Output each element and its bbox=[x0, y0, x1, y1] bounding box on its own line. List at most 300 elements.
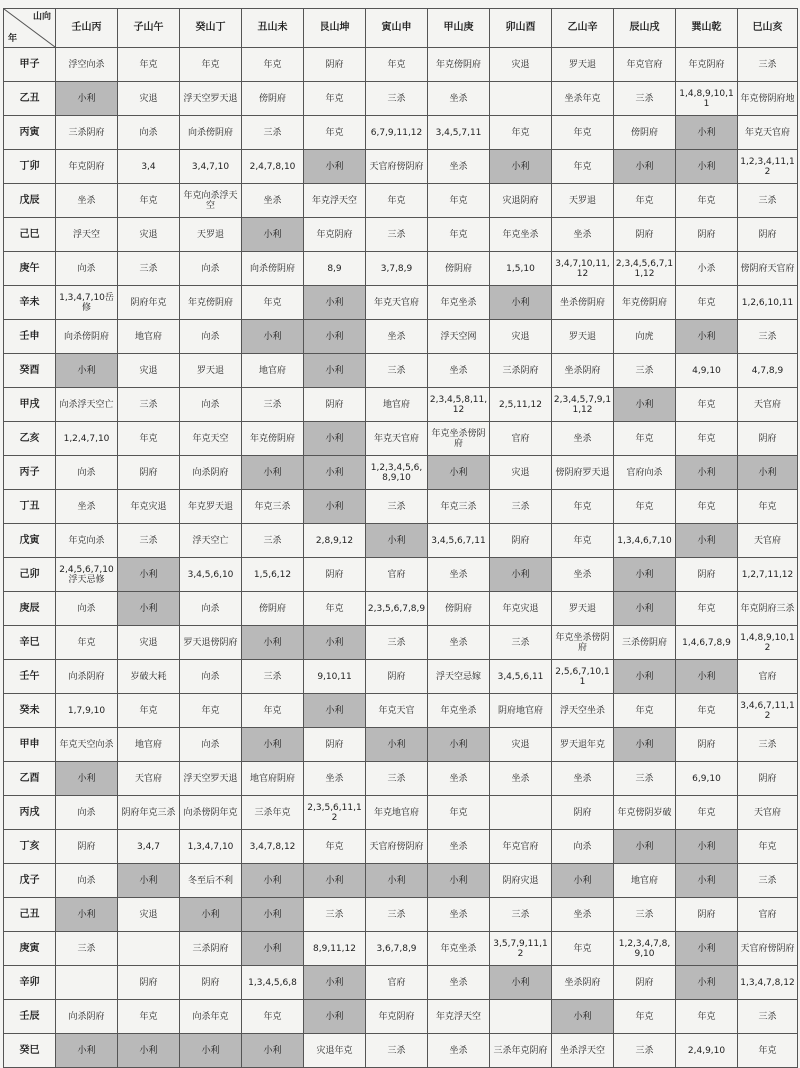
table-cell: 小利 bbox=[242, 898, 304, 932]
table-cell: 天官府 bbox=[118, 762, 180, 796]
table-cell: 傍阴府 bbox=[242, 82, 304, 116]
table-row bbox=[4, 830, 798, 864]
table-cell: 年克 bbox=[676, 796, 738, 830]
table-cell: 小利 bbox=[304, 320, 366, 354]
table-cell: 年克 bbox=[676, 490, 738, 524]
table-cell: 小利 bbox=[304, 354, 366, 388]
table-cell: 年克 bbox=[428, 218, 490, 252]
table-cell: 三杀 bbox=[118, 252, 180, 286]
table-cell: 浮天空忌嫁 bbox=[428, 660, 490, 694]
table-cell: 坐杀 bbox=[428, 150, 490, 184]
table-cell: 1,3,4,7,10岳修 bbox=[56, 286, 118, 320]
table-cell: 阴府年克 bbox=[118, 286, 180, 320]
table-cell: 阴府 bbox=[738, 762, 798, 796]
table-cell: 2,5,11,12 bbox=[490, 388, 552, 422]
table-cell: 灾退 bbox=[490, 48, 552, 82]
table-cell: 向杀 bbox=[180, 728, 242, 762]
row-year-label: 己巳 bbox=[4, 218, 56, 252]
table-row bbox=[4, 456, 798, 490]
table-cell bbox=[490, 82, 552, 116]
table-cell: 年克灾退 bbox=[118, 490, 180, 524]
table-cell: 罗天退 bbox=[552, 320, 614, 354]
table-cell: 年克坐杀 bbox=[428, 286, 490, 320]
table-cell: 官府向杀 bbox=[614, 456, 676, 490]
table-cell: 年克 bbox=[242, 694, 304, 728]
table-cell: 阴府 bbox=[366, 660, 428, 694]
table-cell: 阴府 bbox=[118, 456, 180, 490]
table-cell: 坐杀 bbox=[428, 762, 490, 796]
table-row bbox=[4, 82, 798, 116]
table-cell: 坐杀 bbox=[552, 422, 614, 456]
table-cell: 年克 bbox=[56, 626, 118, 660]
table-cell: 3,4,7,8,12 bbox=[242, 830, 304, 864]
row-year-label: 辛未 bbox=[4, 286, 56, 320]
table-cell: 向虎 bbox=[614, 320, 676, 354]
mountain-direction-year-table bbox=[3, 8, 798, 1068]
table-cell: 年克傍阴府地 bbox=[738, 82, 798, 116]
row-year-label: 乙酉 bbox=[4, 762, 56, 796]
table-cell: 坐杀 bbox=[552, 898, 614, 932]
table-cell: 小利 bbox=[242, 626, 304, 660]
table-cell: 坐杀 bbox=[552, 218, 614, 252]
table-cell: 年克天官 bbox=[366, 694, 428, 728]
table-cell: 坐杀傍阴府 bbox=[552, 286, 614, 320]
table-cell: 年克 bbox=[676, 1000, 738, 1034]
table-cell: 罗天退 bbox=[180, 354, 242, 388]
table-cell: 坐杀 bbox=[428, 898, 490, 932]
table-cell: 阴府 bbox=[738, 218, 798, 252]
table-cell: 向杀 bbox=[180, 320, 242, 354]
table-cell: 三杀 bbox=[56, 932, 118, 966]
table-cell: 向杀 bbox=[552, 830, 614, 864]
column-header: 艮山坤 bbox=[304, 9, 366, 48]
table-cell: 年克坐杀傍阴府 bbox=[552, 626, 614, 660]
table-cell: 向杀 bbox=[180, 592, 242, 626]
table-cell: 1,5,6,12 bbox=[242, 558, 304, 592]
table-cell: 年克阴府三杀 bbox=[738, 592, 798, 626]
table-row bbox=[4, 898, 798, 932]
table-cell: 年克 bbox=[242, 286, 304, 320]
table-cell: 3,4,7,10,11,12 bbox=[552, 252, 614, 286]
table-cell: 三杀 bbox=[738, 184, 798, 218]
table-cell: 地官府 bbox=[118, 320, 180, 354]
table-cell: 灾退 bbox=[490, 728, 552, 762]
table-cell: 三杀 bbox=[614, 762, 676, 796]
table-cell: 小利 bbox=[56, 82, 118, 116]
table-cell: 阴府地官府 bbox=[490, 694, 552, 728]
table-cell: 年克 bbox=[242, 48, 304, 82]
table-cell: 罗天退 bbox=[552, 48, 614, 82]
table-cell: 向杀傍阴年克 bbox=[180, 796, 242, 830]
table-cell: 年克傍阴府 bbox=[428, 48, 490, 82]
table-cell: 三杀 bbox=[490, 490, 552, 524]
table-cell: 年克天官府 bbox=[738, 116, 798, 150]
row-year-label: 己丑 bbox=[4, 898, 56, 932]
table-row bbox=[4, 252, 798, 286]
table-cell: 1,2,3,4,11,12 bbox=[738, 150, 798, 184]
table-cell: 小利 bbox=[118, 592, 180, 626]
table-cell: 官府 bbox=[738, 660, 798, 694]
table-cell: 小利 bbox=[490, 558, 552, 592]
table-cell: 坐杀 bbox=[304, 762, 366, 796]
table-cell: 小利 bbox=[366, 864, 428, 898]
table-cell: 阴府 bbox=[304, 558, 366, 592]
table-cell: 2,3,4,5,6,7,11,12 bbox=[614, 252, 676, 286]
table-cell: 三杀 bbox=[490, 626, 552, 660]
table-cell: 阴府 bbox=[676, 898, 738, 932]
column-header: 甲山庚 bbox=[428, 9, 490, 48]
table-cell: 1,7,9,10 bbox=[56, 694, 118, 728]
table-cell: 灾退 bbox=[118, 898, 180, 932]
almanac-table-container bbox=[3, 8, 798, 1068]
table-cell: 浮空向杀 bbox=[56, 48, 118, 82]
table-cell: 小利 bbox=[676, 966, 738, 1000]
row-year-label: 癸未 bbox=[4, 694, 56, 728]
table-row bbox=[4, 796, 798, 830]
table-cell: 三杀年克 bbox=[242, 796, 304, 830]
table-cell: 浮天空亡 bbox=[180, 524, 242, 558]
table-cell: 阴府 bbox=[552, 796, 614, 830]
table-cell: 小利 bbox=[490, 150, 552, 184]
header-row bbox=[4, 9, 798, 48]
table-cell: 年克 bbox=[614, 490, 676, 524]
table-row bbox=[4, 762, 798, 796]
table-cell: 三杀 bbox=[242, 388, 304, 422]
table-row bbox=[4, 524, 798, 558]
table-cell: 坐杀 bbox=[428, 1034, 490, 1068]
column-header: 辰山戌 bbox=[614, 9, 676, 48]
table-cell: 年克坐杀 bbox=[428, 694, 490, 728]
corner-cell bbox=[4, 9, 56, 48]
table-cell: 年克 bbox=[180, 694, 242, 728]
table-cell: 年克 bbox=[614, 422, 676, 456]
table-cell: 向杀 bbox=[118, 116, 180, 150]
table-cell: 1,2,3,4,5,6,8,9,10 bbox=[366, 456, 428, 490]
row-year-label: 丁亥 bbox=[4, 830, 56, 864]
table-cell: 小利 bbox=[614, 558, 676, 592]
table-cell: 三杀 bbox=[242, 116, 304, 150]
table-cell: 向杀 bbox=[56, 252, 118, 286]
table-cell: 向杀 bbox=[56, 864, 118, 898]
corner-year-label: 年 bbox=[8, 34, 18, 44]
table-cell: 地官府阴府 bbox=[242, 762, 304, 796]
table-cell: 年克 bbox=[552, 932, 614, 966]
table-cell: 3,4,7 bbox=[118, 830, 180, 864]
table-cell: 官府 bbox=[490, 422, 552, 456]
table-cell: 三杀 bbox=[738, 320, 798, 354]
table-cell: 小利 bbox=[676, 150, 738, 184]
table-cell: 年克天官府 bbox=[366, 286, 428, 320]
table-cell: 小利 bbox=[552, 864, 614, 898]
table-cell: 坐杀 bbox=[428, 354, 490, 388]
table-cell: 年克 bbox=[118, 1000, 180, 1034]
table-cell: 小利 bbox=[428, 456, 490, 490]
table-cell: 年克 bbox=[738, 490, 798, 524]
table-cell: 向杀浮天空亡 bbox=[56, 388, 118, 422]
table-cell: 年克浮天空 bbox=[304, 184, 366, 218]
table-cell: 阴府 bbox=[118, 966, 180, 1000]
row-year-label: 戊子 bbox=[4, 864, 56, 898]
table-cell: 坐杀 bbox=[552, 558, 614, 592]
table-cell: 向杀 bbox=[180, 252, 242, 286]
table-cell: 小利 bbox=[304, 490, 366, 524]
table-cell: 小利 bbox=[180, 898, 242, 932]
row-year-label: 壬午 bbox=[4, 660, 56, 694]
table-cell: 浮天空 bbox=[56, 218, 118, 252]
table-cell: 1,4,6,7,8,9 bbox=[676, 626, 738, 660]
row-year-label: 庚午 bbox=[4, 252, 56, 286]
table-cell: 年克 bbox=[614, 184, 676, 218]
table-cell: 小利 bbox=[614, 728, 676, 762]
table-cell: 3,7,8,9 bbox=[366, 252, 428, 286]
table-cell: 小利 bbox=[676, 932, 738, 966]
row-year-label: 癸巳 bbox=[4, 1034, 56, 1068]
table-cell: 三杀 bbox=[118, 388, 180, 422]
table-cell: 2,3,5,6,7,8,9 bbox=[366, 592, 428, 626]
table-cell: 年克 bbox=[366, 184, 428, 218]
table-cell: 年克官府 bbox=[490, 830, 552, 864]
table-cell: 灾退 bbox=[490, 456, 552, 490]
table-cell: 年克 bbox=[614, 694, 676, 728]
table-cell: 坐杀 bbox=[56, 184, 118, 218]
table-cell: 小利 bbox=[676, 830, 738, 864]
table-cell: 向杀年克 bbox=[180, 1000, 242, 1034]
table-cell: 2,4,5,6,7,10浮天忌修 bbox=[56, 558, 118, 592]
row-year-label: 乙丑 bbox=[4, 82, 56, 116]
column-header: 巽山乾 bbox=[676, 9, 738, 48]
table-cell: 1,3,4,5,6,8 bbox=[242, 966, 304, 1000]
table-cell: 坐杀 bbox=[428, 966, 490, 1000]
table-row bbox=[4, 626, 798, 660]
table-cell: 三杀 bbox=[614, 1034, 676, 1068]
table-cell: 年克傍阴府 bbox=[242, 422, 304, 456]
table-cell: 9,10,11 bbox=[304, 660, 366, 694]
table-cell: 坐杀 bbox=[428, 626, 490, 660]
table-cell: 三杀 bbox=[366, 1034, 428, 1068]
table-cell: 年克 bbox=[366, 48, 428, 82]
table-cell: 阴府 bbox=[614, 966, 676, 1000]
table-cell: 8,9 bbox=[304, 252, 366, 286]
table-cell: 三杀 bbox=[366, 762, 428, 796]
table-cell bbox=[118, 932, 180, 966]
table-cell: 年克 bbox=[118, 694, 180, 728]
table-cell: 年克 bbox=[614, 1000, 676, 1034]
table-cell: 岁破大耗 bbox=[118, 660, 180, 694]
row-year-label: 辛卯 bbox=[4, 966, 56, 1000]
table-cell: 地官府 bbox=[366, 388, 428, 422]
table-cell: 坐杀年克 bbox=[552, 82, 614, 116]
table-cell: 向杀阴府 bbox=[56, 1000, 118, 1034]
table-cell: 三杀 bbox=[242, 660, 304, 694]
table-row bbox=[4, 150, 798, 184]
table-cell: 三杀 bbox=[614, 898, 676, 932]
table-cell: 年克 bbox=[676, 286, 738, 320]
table-cell: 傍阴府 bbox=[242, 592, 304, 626]
table-cell: 1,3,4,7,10 bbox=[180, 830, 242, 864]
table-cell: 阴府 bbox=[614, 218, 676, 252]
table-cell: 小利 bbox=[614, 830, 676, 864]
table-cell: 小利 bbox=[738, 456, 798, 490]
table-cell: 年克 bbox=[428, 796, 490, 830]
table-cell: 向杀 bbox=[56, 456, 118, 490]
table-cell: 坐杀浮天空 bbox=[552, 1034, 614, 1068]
table-body bbox=[4, 48, 798, 1068]
table-cell: 阴府年克三杀 bbox=[118, 796, 180, 830]
row-year-label: 戊寅 bbox=[4, 524, 56, 558]
table-cell: 2,4,9,10 bbox=[676, 1034, 738, 1068]
table-cell: 坐杀 bbox=[490, 762, 552, 796]
table-cell: 三杀 bbox=[366, 354, 428, 388]
table-row bbox=[4, 694, 798, 728]
table-cell: 小利 bbox=[366, 524, 428, 558]
table-row bbox=[4, 286, 798, 320]
table-cell: 三杀 bbox=[614, 82, 676, 116]
column-header: 丑山未 bbox=[242, 9, 304, 48]
column-header: 癸山丁 bbox=[180, 9, 242, 48]
table-cell: 阴府 bbox=[304, 728, 366, 762]
table-cell: 坐杀 bbox=[242, 184, 304, 218]
table-cell: 坐杀 bbox=[552, 762, 614, 796]
table-cell: 小利 bbox=[56, 762, 118, 796]
table-cell: 三杀 bbox=[304, 898, 366, 932]
table-cell: 1,3,4,7,8,12 bbox=[738, 966, 798, 1000]
column-header: 卯山酉 bbox=[490, 9, 552, 48]
row-year-label: 丁卯 bbox=[4, 150, 56, 184]
table-cell: 年克 bbox=[304, 116, 366, 150]
table-row bbox=[4, 1000, 798, 1034]
table-cell: 6,7,9,11,12 bbox=[366, 116, 428, 150]
table-row bbox=[4, 660, 798, 694]
table-cell: 地官府 bbox=[242, 354, 304, 388]
table-cell: 浮天空坐杀 bbox=[552, 694, 614, 728]
column-header: 壬山丙 bbox=[56, 9, 118, 48]
table-cell: 1,4,8,9,10,12 bbox=[738, 626, 798, 660]
table-cell: 三杀 bbox=[366, 82, 428, 116]
table-cell: 小利 bbox=[304, 1000, 366, 1034]
table-cell: 2,8,9,12 bbox=[304, 524, 366, 558]
table-cell: 傍阴府 bbox=[428, 592, 490, 626]
table-cell: 向杀傍阴府 bbox=[180, 116, 242, 150]
table-cell: 年克阴府 bbox=[56, 150, 118, 184]
table-row bbox=[4, 592, 798, 626]
table-cell: 小利 bbox=[242, 218, 304, 252]
table-cell: 阴府 bbox=[676, 218, 738, 252]
table-cell: 官府 bbox=[366, 558, 428, 592]
table-cell: 小利 bbox=[304, 456, 366, 490]
table-cell: 2,5,6,7,10,11 bbox=[552, 660, 614, 694]
table-cell bbox=[56, 966, 118, 1000]
row-year-label: 庚辰 bbox=[4, 592, 56, 626]
row-year-label: 丙子 bbox=[4, 456, 56, 490]
table-cell: 三杀傍阴府 bbox=[614, 626, 676, 660]
table-cell: 小利 bbox=[118, 1034, 180, 1068]
table-row bbox=[4, 1034, 798, 1068]
table-cell: 年克坐杀 bbox=[490, 218, 552, 252]
table-cell: 小利 bbox=[676, 456, 738, 490]
table-cell: 年克 bbox=[428, 184, 490, 218]
table-cell: 向杀傍阴府 bbox=[242, 252, 304, 286]
table-cell: 阴府灾退 bbox=[490, 864, 552, 898]
row-year-label: 己卯 bbox=[4, 558, 56, 592]
table-cell bbox=[490, 1000, 552, 1034]
table-row bbox=[4, 558, 798, 592]
table-cell: 小利 bbox=[118, 558, 180, 592]
table-cell: 三杀 bbox=[118, 524, 180, 558]
table-cell: 3,5,7,9,11,12 bbox=[490, 932, 552, 966]
corner-direction-label: 山向 bbox=[32, 12, 51, 22]
table-cell: 小利 bbox=[614, 592, 676, 626]
table-cell: 三杀 bbox=[738, 864, 798, 898]
table-cell: 年克 bbox=[180, 48, 242, 82]
table-cell: 年克三杀 bbox=[428, 490, 490, 524]
table-cell: 小利 bbox=[242, 456, 304, 490]
table-cell: 小利 bbox=[676, 116, 738, 150]
table-cell: 年克官府 bbox=[614, 48, 676, 82]
table-cell: 年克 bbox=[676, 422, 738, 456]
table-cell: 小利 bbox=[490, 286, 552, 320]
table-cell: 小利 bbox=[56, 898, 118, 932]
table-cell: 阴府 bbox=[304, 48, 366, 82]
table-cell: 天官府傍阴府 bbox=[366, 830, 428, 864]
table-cell: 地官府 bbox=[614, 864, 676, 898]
table-cell: 年克阴府 bbox=[366, 1000, 428, 1034]
table-cell: 小利 bbox=[304, 422, 366, 456]
table-cell: 灾退 bbox=[118, 354, 180, 388]
table-cell: 年克向杀 bbox=[56, 524, 118, 558]
table-cell: 小利 bbox=[614, 150, 676, 184]
table-cell: 3,4,7,10 bbox=[180, 150, 242, 184]
row-year-label: 壬辰 bbox=[4, 1000, 56, 1034]
table-cell: 灾退年克 bbox=[304, 1034, 366, 1068]
table-cell: 年克阴府 bbox=[304, 218, 366, 252]
table-cell: 三杀 bbox=[366, 218, 428, 252]
table-cell: 2,4,7,8,10 bbox=[242, 150, 304, 184]
table-cell: 年克 bbox=[490, 116, 552, 150]
table-cell: 小利 bbox=[304, 864, 366, 898]
table-cell: 年克傍阴岁破 bbox=[614, 796, 676, 830]
table-cell: 小利 bbox=[366, 728, 428, 762]
table-cell: 3,4,5,6,10 bbox=[180, 558, 242, 592]
table-cell: 天罗退 bbox=[552, 184, 614, 218]
row-year-label: 庚寅 bbox=[4, 932, 56, 966]
row-year-label: 癸酉 bbox=[4, 354, 56, 388]
table-cell: 小利 bbox=[614, 388, 676, 422]
table-cell: 年克 bbox=[738, 830, 798, 864]
table-cell: 三杀阴府 bbox=[180, 932, 242, 966]
table-cell: 1,2,3,4,7,8,9,10 bbox=[614, 932, 676, 966]
table-cell: 官府 bbox=[738, 898, 798, 932]
table-cell: 年克阴府 bbox=[676, 48, 738, 82]
table-cell: 年克 bbox=[552, 116, 614, 150]
table-cell: 灾退 bbox=[118, 218, 180, 252]
table-cell: 天官府傍阴府 bbox=[738, 932, 798, 966]
table-cell: 小利 bbox=[304, 966, 366, 1000]
table-cell: 阴府 bbox=[676, 728, 738, 762]
table-cell: 向杀阴府 bbox=[180, 456, 242, 490]
table-cell: 三杀阴府 bbox=[490, 354, 552, 388]
table-cell: 年克 bbox=[676, 592, 738, 626]
table-cell: 三杀 bbox=[366, 898, 428, 932]
table-cell: 年克天空向杀 bbox=[56, 728, 118, 762]
table-cell: 4,9,10 bbox=[676, 354, 738, 388]
table-cell: 年克傍阴府 bbox=[180, 286, 242, 320]
table-cell: 小利 bbox=[428, 864, 490, 898]
table-cell: 年克坐杀傍阴府 bbox=[428, 422, 490, 456]
table-cell: 年克天官府 bbox=[366, 422, 428, 456]
table-cell: 4,7,8,9 bbox=[738, 354, 798, 388]
table-cell: 1,2,6,10,11 bbox=[738, 286, 798, 320]
table-cell: 3,6,7,8,9 bbox=[366, 932, 428, 966]
